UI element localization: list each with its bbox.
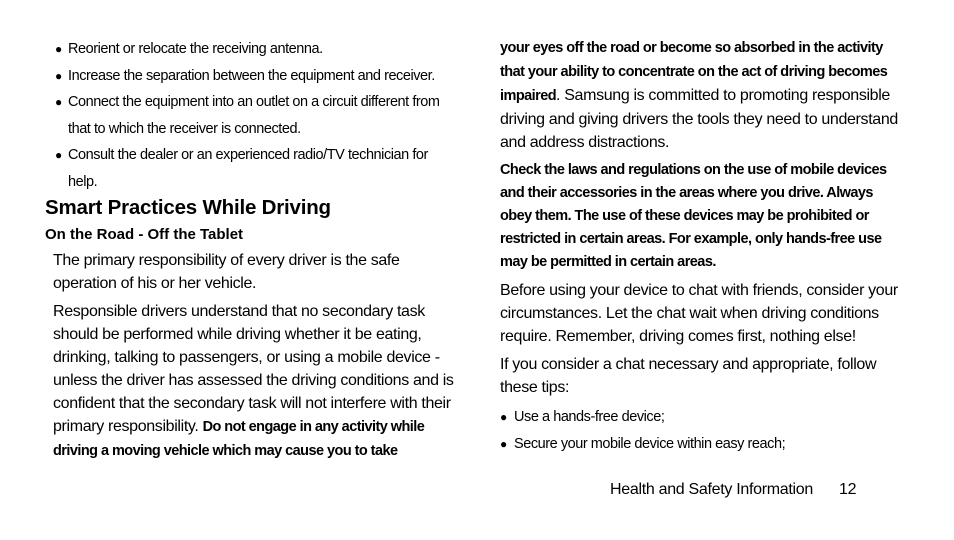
- section-title: Smart Practices While Driving: [45, 196, 331, 219]
- tips-intro-paragraph: If you consider a chat necessary and appropriate, follow these tips:: [500, 356, 877, 396]
- continued-paragraph: [500, 36, 900, 154]
- responsible-drivers-paragraph: [53, 300, 455, 463]
- page-number: 12: [838, 481, 857, 498]
- right-column: [500, 36, 900, 457]
- warning-text: Do not engage in any activity while driving a moving vehicle which may cause you to take: [53, 419, 425, 459]
- page-footer: [610, 478, 856, 502]
- laws-paragraph: Check the laws and regulations on the use of mobile devices and their accessories in the areas where you drive. Always obey them. The use of these devices may be prohibited or restricted in certain areas. For example, only hands-free use may be permitted in certain areas.: [500, 162, 887, 270]
- samsung-commitment-text: . Samsung is committed to promoting responsible driving and giving drivers the tools they need to understand and address distractions.: [500, 87, 898, 151]
- primary-responsibility-paragraph: The primary responsibility of every driver is the safe operation of his or her vehicle.: [53, 252, 400, 292]
- bullet-icon: ●: [500, 410, 507, 424]
- tips-bullet-list: [500, 404, 900, 457]
- bullet-icon: ●: [55, 68, 62, 83]
- list-item: ● Consult the dealer or an experienced radio/TV technician for help.: [45, 142, 455, 195]
- continued-warning-text: your eyes off the road or become so absorbed in the activity that your ability to concentrate on the act of driving becomes impaired: [500, 40, 888, 104]
- chat-paragraph: Before using your device to chat with friends, consider your circumstances. Let the chat wait when driving conditions require. Remember, driving comes first, nothing else!: [500, 282, 898, 345]
- footer-section-label: Health and Safety Information: [610, 481, 813, 498]
- interference-bullet-list: [45, 36, 455, 195]
- bullet-icon: ●: [500, 436, 507, 451]
- responsible-drivers-text: Responsible drivers understand that no secondary task should be performed while driving whether it be eating, drinking, talking to passengers, or using a mobile device - unless the driver has assessed the driving conditions and is confident that the secondary task will not interfere with their primary responsibility.: [53, 303, 454, 435]
- subsection-title: On the Road - Off the Tablet: [45, 226, 244, 243]
- bullet-icon: ●: [55, 148, 62, 162]
- list-item: ● Connect the equipment into an outlet on a circuit different from that to which the receiver is connected.: [45, 89, 455, 142]
- list-item: ● Increase the separation between the equipment and receiver.: [45, 63, 455, 90]
- bullet-icon: ●: [55, 95, 62, 109]
- list-item: ● Use a hands-free device;: [500, 404, 900, 431]
- bullet-icon: ●: [55, 42, 62, 56]
- list-item: ● Secure your mobile device within easy reach;: [500, 431, 900, 458]
- list-item: ● Reorient or relocate the receiving antenna.: [45, 36, 455, 63]
- left-column: [45, 36, 455, 468]
